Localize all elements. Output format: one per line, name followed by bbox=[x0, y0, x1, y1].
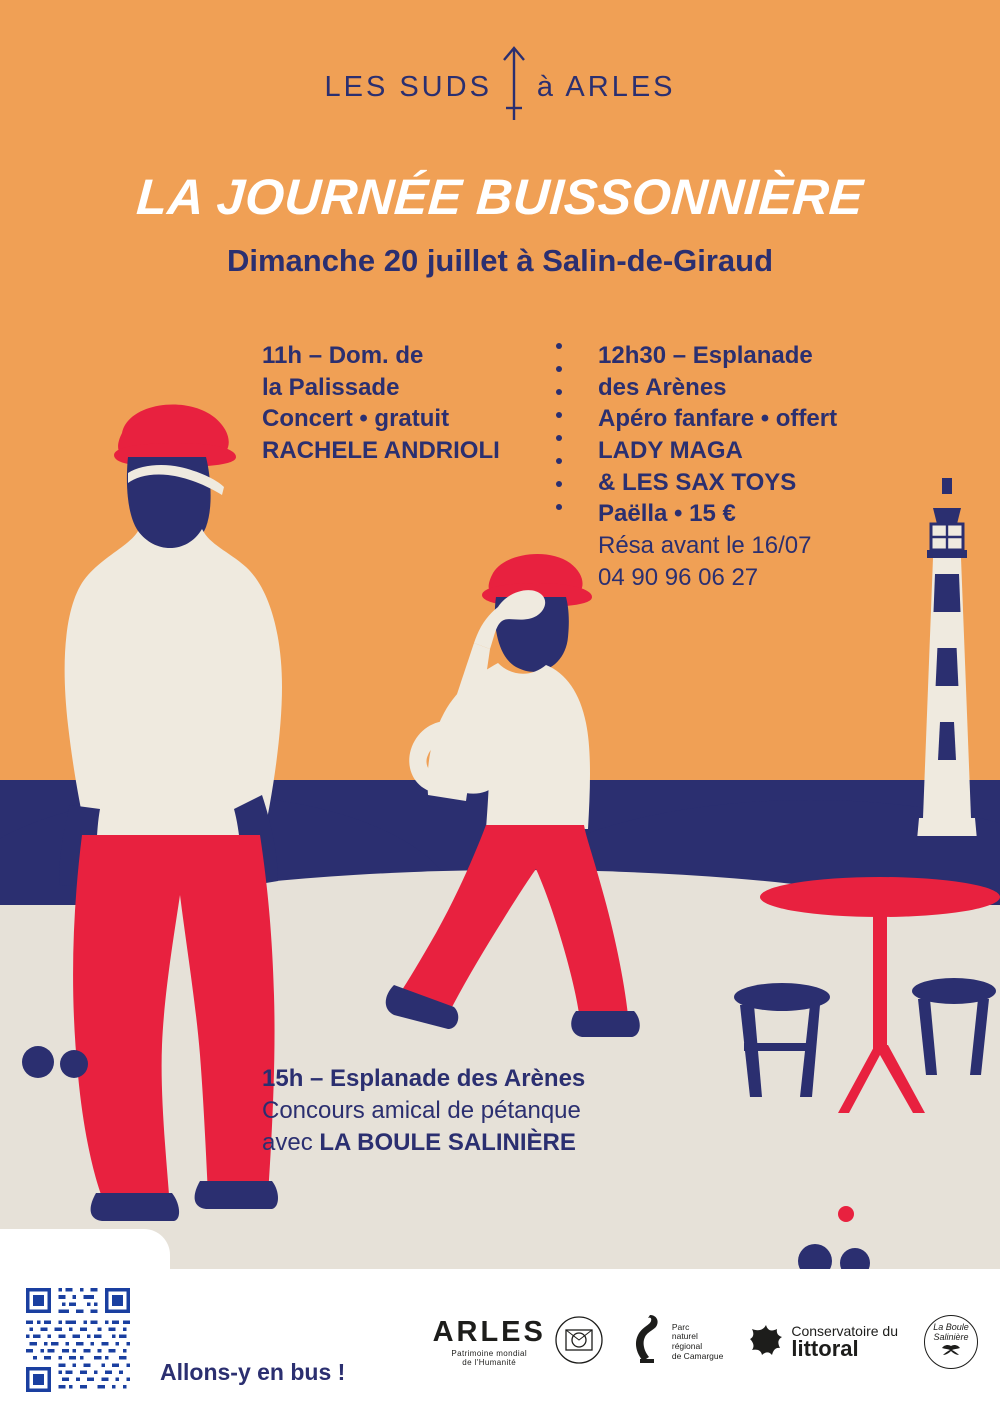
brand-suffix: à ARLES bbox=[536, 71, 676, 103]
qr-code[interactable] bbox=[26, 1288, 130, 1392]
parc-logo-line4: de Camargue bbox=[671, 1350, 724, 1361]
program-bottom-partner-line bbox=[262, 1127, 782, 1159]
conservatoire-littoral-logo bbox=[749, 1323, 898, 1362]
program-right-phone: 04 90 96 06 27 bbox=[598, 563, 759, 591]
unesco-emblem-icon bbox=[554, 1315, 604, 1370]
program-right-reservation: Résa avant le 16/07 bbox=[598, 532, 812, 560]
cdl-logo-line2: littoral bbox=[791, 1336, 859, 1361]
bus-info-text: Allons-y en bus ! bbox=[160, 1359, 346, 1385]
program-left-line2: la Palissade bbox=[262, 373, 400, 401]
program-bottom-partner: LA BOULE SALINIÈRE bbox=[319, 1129, 576, 1157]
program-left-line1: 11h – Dom. de bbox=[262, 342, 424, 369]
program-bottom-description: Concours amical de pétanque bbox=[262, 1097, 581, 1125]
program-left-type: Concert • gratuit bbox=[262, 405, 450, 433]
program-bottom-time-place: 15h – Esplanade des Arènes bbox=[262, 1065, 586, 1092]
program-bottom bbox=[262, 1063, 782, 1159]
mosquito-icon bbox=[940, 1343, 962, 1361]
program-right-line2: des Arènes bbox=[598, 373, 727, 401]
program-right-type: Apéro fanfare • offert bbox=[598, 405, 838, 433]
brand-logo bbox=[0, 46, 1000, 129]
boule-saliniere-logo bbox=[924, 1315, 978, 1369]
program-left-artist: RACHELE ANDRIOLI bbox=[262, 437, 500, 465]
leaf-icon bbox=[749, 1323, 783, 1362]
parc-camargue-logo bbox=[630, 1311, 724, 1374]
partner-logos bbox=[433, 1292, 978, 1392]
boule-logo-line2: Salinière bbox=[933, 1332, 969, 1342]
boule-left-1 bbox=[22, 1046, 54, 1078]
boule-logo-line1: La Boule bbox=[933, 1322, 969, 1333]
program-bottom-with: avec bbox=[262, 1129, 320, 1157]
page-subtitle: Dimanche 20 juillet à Salin-de-Giraud bbox=[226, 243, 774, 278]
parc-logo-line2: naturel bbox=[671, 1331, 698, 1342]
arles-logo-line1: ARLES bbox=[432, 1315, 546, 1348]
parc-logo-line1: Parc bbox=[671, 1321, 690, 1332]
boule-badge bbox=[924, 1315, 978, 1369]
program-right-line1: 12h30 – Esplanade bbox=[598, 342, 813, 369]
dotted-divider bbox=[556, 343, 562, 483]
program-right-meal: Paëlla • 15 € bbox=[598, 500, 736, 528]
program-right-artist2: & LES SAX TOYS bbox=[598, 468, 797, 496]
footer-notch bbox=[0, 1229, 170, 1289]
program-right-artist1: LADY MAGA bbox=[598, 437, 743, 465]
flamingo-icon bbox=[630, 1311, 664, 1374]
lighthouse-illustration bbox=[905, 478, 991, 863]
cochonnet bbox=[838, 1206, 854, 1222]
boule-left-2 bbox=[60, 1050, 88, 1078]
arles-logo-line3: de l'Humanité bbox=[462, 1357, 517, 1367]
arrow-icon bbox=[500, 46, 528, 129]
saxophone-player-illustration bbox=[370, 545, 700, 1060]
brand-name: LES SUDS bbox=[324, 71, 492, 103]
page-title: LA JOURNÉE BUISSONNIÈRE bbox=[134, 169, 866, 225]
arles-logo bbox=[433, 1315, 604, 1370]
cdl-logo-line1: Conservatoire du bbox=[791, 1323, 898, 1339]
arles-logo-line2: Patrimoine mondial bbox=[451, 1348, 528, 1358]
parc-logo-line3: régional bbox=[671, 1341, 703, 1351]
